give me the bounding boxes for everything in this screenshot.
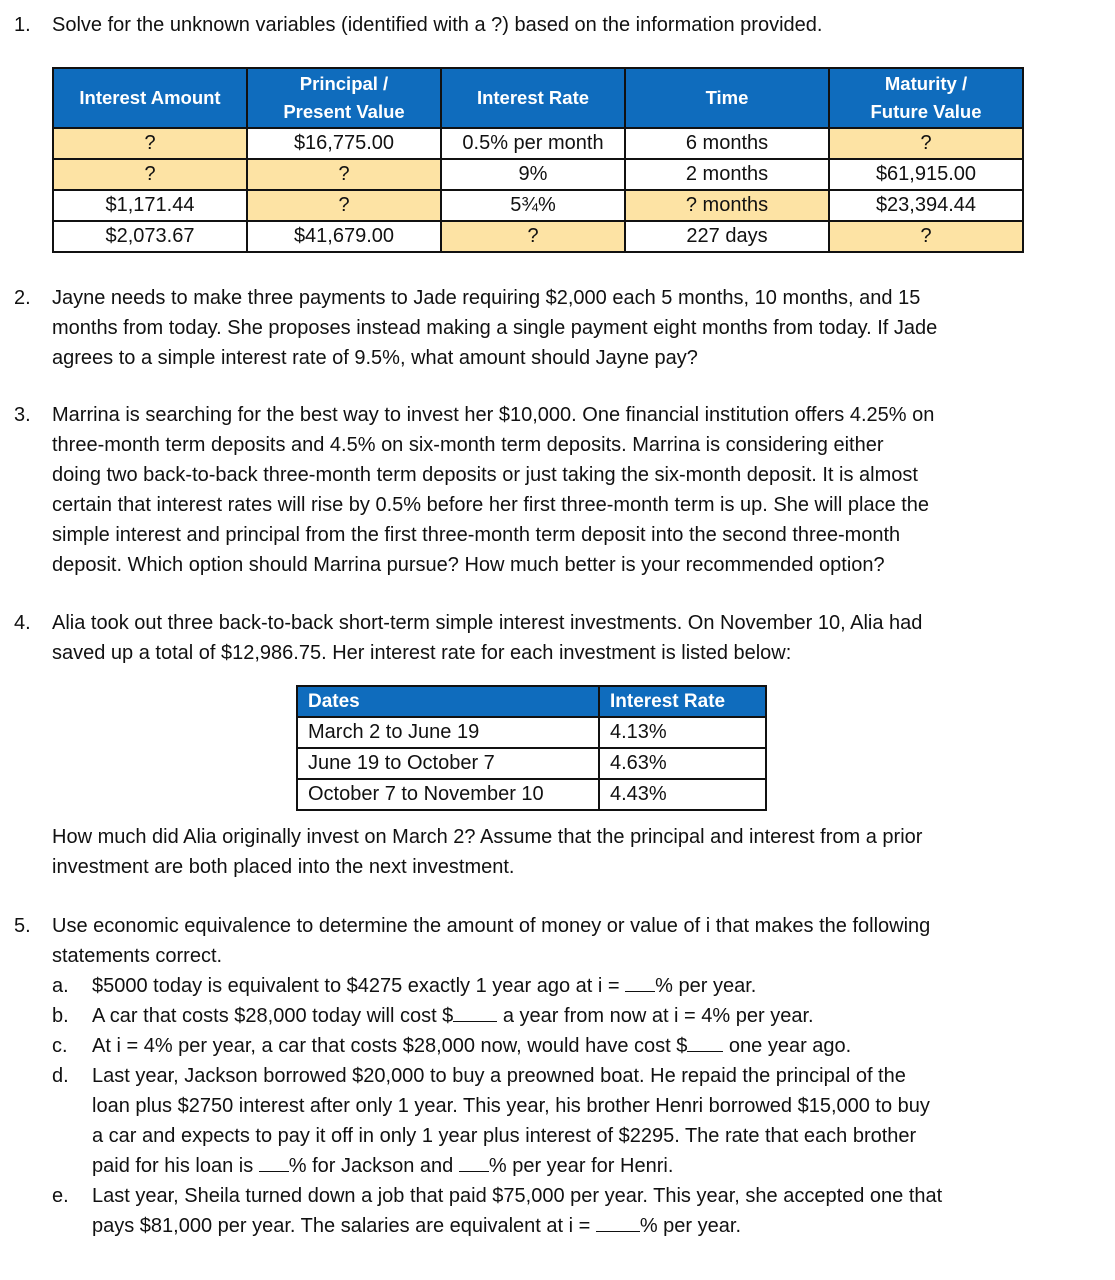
- table-header-row: [297, 686, 766, 717]
- table-cell: $41,679.00: [247, 221, 441, 252]
- table-cell: 0.5% per month: [441, 128, 625, 159]
- answer-blank[interactable]: [687, 1033, 723, 1052]
- part-b: b. A car that costs $28,000 today will cost $ a year from now at i = 4% per year.: [52, 1005, 814, 1027]
- question-4: [14, 608, 1104, 668]
- table-row: [297, 779, 766, 810]
- question-number: 2.: [14, 287, 31, 309]
- table-cell: 5¾%: [441, 190, 625, 221]
- table-cell: ?: [247, 190, 441, 221]
- table-cell: 4.13%: [599, 717, 766, 748]
- answer-blank-henri[interactable]: [459, 1153, 489, 1172]
- question-1: [14, 10, 1104, 40]
- question-5: [14, 911, 1104, 1241]
- table-row: [297, 717, 766, 748]
- investment-rates-table: [296, 685, 767, 811]
- table-row: [297, 748, 766, 779]
- question-line: saved up a total of $12,986.75. Her interest rate for each investment is listed below:: [52, 642, 792, 664]
- part-e: e. Last year, Sheila turned down a job that paid $75,000 per year. This year, she accepted one that pays $81,000 per year. The salaries are equivalent at i = % per year.: [52, 1185, 943, 1237]
- answer-blank[interactable]: [596, 1213, 640, 1232]
- table-row: [53, 159, 1023, 190]
- table-cell: 9%: [441, 159, 625, 190]
- question-4-followup: [14, 822, 1104, 882]
- table-cell: $61,915.00: [829, 159, 1023, 190]
- question-line: statements correct.: [52, 945, 223, 967]
- table-cell: $16,775.00: [247, 128, 441, 159]
- header-principal: Principal / Present Value: [247, 68, 441, 128]
- table-cell: 4.63%: [599, 748, 766, 779]
- table-cell: October 7 to November 10: [297, 779, 599, 810]
- question-line: Marrina is searching for the best way to invest her $10,000. One financial institution offers 4.25% on: [52, 404, 935, 426]
- table-cell: ?: [247, 159, 441, 190]
- question-line: How much did Alia originally invest on March 2? Assume that the principal and interest from a prior: [52, 826, 923, 848]
- table-cell: $23,394.44: [829, 190, 1023, 221]
- table-cell: ?: [441, 221, 625, 252]
- question-line: investment are both placed into the next investment.: [52, 856, 515, 878]
- table-cell: 4.43%: [599, 779, 766, 810]
- table-cell: ? months: [625, 190, 829, 221]
- question-line: certain that interest rates will rise by 0.5% before her first three-month term is up. She will place the: [52, 494, 930, 516]
- variables-table: [52, 67, 1024, 253]
- question-line: simple interest and principal from the first three-month term deposit into the second three-month: [52, 524, 901, 546]
- table-row: [53, 221, 1023, 252]
- table-cell: ?: [829, 221, 1023, 252]
- question-number: 1.: [14, 14, 31, 36]
- question-text: Solve for the unknown variables (identified with a ?) based on the information provided.: [52, 14, 823, 36]
- answer-blank[interactable]: [453, 1003, 497, 1022]
- part-d: d. Last year, Jackson borrowed $20,000 to buy a preowned boat. He repaid the principal of the loan plus $2750 interest after only 1 year. This year, his brother Henri borrowed $15,000 to buy a car and expects to pay it off in only 1 year plus interest of $2295. The rate that each brother paid for his loan is % for Jackson and % per year for Henri.: [52, 1065, 930, 1177]
- table-cell: $2,073.67: [53, 221, 247, 252]
- question-line: deposit. Which option should Marrina pursue? How much better is your recommended option?: [52, 554, 885, 576]
- question-number: 5.: [14, 915, 31, 937]
- header-interest-amount: Interest Amount: [53, 68, 247, 128]
- table-cell: $1,171.44: [53, 190, 247, 221]
- question-number: 3.: [14, 404, 31, 426]
- header-time: Time: [625, 68, 829, 128]
- question-line: three-month term deposits and 4.5% on six-month term deposits. Marrina is considering either: [52, 434, 884, 456]
- question-line: doing two back-to-back three-month term deposits or just taking the six-month deposit. It is almost: [52, 464, 918, 486]
- question-line: agrees to a simple interest rate of 9.5%, what amount should Jayne pay?: [52, 347, 698, 369]
- table-cell: March 2 to June 19: [297, 717, 599, 748]
- header-dates: Dates: [297, 686, 599, 717]
- part-c: c. At i = 4% per year, a car that costs $28,000 now, would have cost $ one year ago.: [52, 1035, 852, 1057]
- question-2: [14, 283, 1104, 373]
- table-cell: 6 months: [625, 128, 829, 159]
- table-cell: June 19 to October 7: [297, 748, 599, 779]
- answer-blank-jackson[interactable]: [259, 1153, 289, 1172]
- header-interest-rate: Interest Rate: [441, 68, 625, 128]
- table-row: [53, 128, 1023, 159]
- question-number: 4.: [14, 612, 31, 634]
- header-interest-rate: Interest Rate: [599, 686, 766, 717]
- answer-blank[interactable]: [625, 973, 655, 992]
- question-3: [14, 400, 1104, 580]
- table-cell: 2 months: [625, 159, 829, 190]
- table-header-row: [53, 68, 1023, 128]
- table-cell: 227 days: [625, 221, 829, 252]
- part-a: a. $5000 today is equivalent to $4275 exactly 1 year ago at i = % per year.: [52, 975, 757, 997]
- table-cell: ?: [53, 128, 247, 159]
- table-cell: ?: [829, 128, 1023, 159]
- question-line: Jayne needs to make three payments to Jade requiring $2,000 each 5 months, 10 months, and 15: [52, 287, 921, 309]
- question-line: months from today. She proposes instead making a single payment eight months from today. If Jade: [52, 317, 938, 339]
- header-maturity: Maturity / Future Value: [829, 68, 1023, 128]
- question-line: Use economic equivalence to determine the amount of money or value of i that makes the following: [52, 915, 931, 937]
- table-row: [53, 190, 1023, 221]
- question-line: Alia took out three back-to-back short-term simple interest investments. On November 10, Alia had: [52, 612, 923, 634]
- table-cell: ?: [53, 159, 247, 190]
